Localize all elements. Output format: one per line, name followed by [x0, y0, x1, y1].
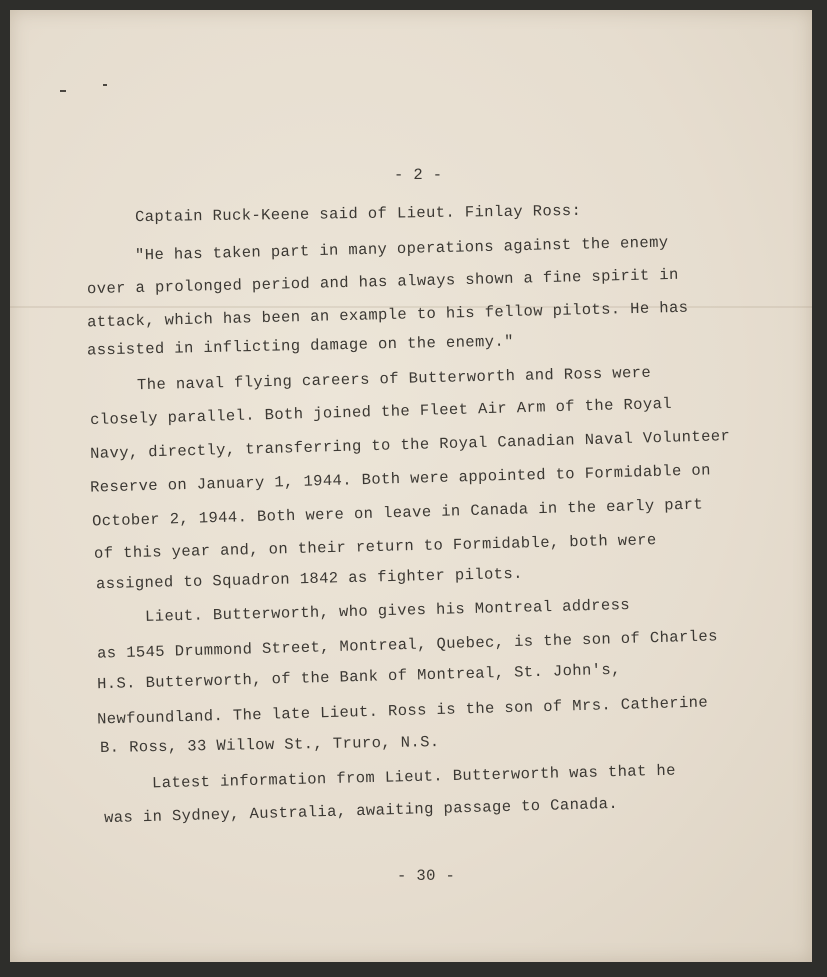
typewritten-page	[10, 10, 812, 962]
text-line: Newfoundland. The late Lieut. Ross is the son of Mrs. Catherine	[96, 693, 709, 729]
text-line: Latest information from Lieut. Butterworth was that he	[151, 761, 677, 793]
text-line: The naval flying careers of Butterworth and Ross were	[136, 363, 652, 395]
text-line: October 2, 1944. Both were on leave in Canada in the early part	[91, 495, 704, 531]
text-line: H.S. Butterworth, of the Bank of Montreal, St. John's,	[96, 660, 622, 694]
text-line: closely parallel. Both joined the Fleet Air Arm of the Royal	[89, 394, 673, 430]
text-line: Lieut. Butterworth, who gives his Montreal address	[144, 596, 631, 626]
text-line: Reserve on January 1, 1944. Both were appointed to Formidable on	[89, 461, 712, 497]
text-line: over a prolonged period and has always shown a fine spirit in	[86, 265, 679, 299]
text-line: Captain Ruck-Keene said of Lieut. Finlay Ross:	[134, 201, 582, 227]
text-line: "He has taken part in many operations against the enemy	[134, 233, 669, 265]
text-line: was in Sydney, Australia, awaiting passage to Canada.	[103, 794, 619, 828]
page-number-footer: - 30 -	[397, 867, 456, 885]
ink-speck	[60, 90, 66, 92]
text-line: as 1545 Drummond Street, Montreal, Quebec, is the son of Charles	[96, 627, 719, 663]
ink-speck	[103, 84, 107, 86]
text-line: B. Ross, 33 Willow St., Truro, N.S.	[99, 733, 440, 757]
text-line: Navy, directly, transferring to the Royal Canadian Naval Volunteer	[89, 427, 731, 463]
page-number-header: - 2 -	[394, 166, 443, 184]
text-line: assisted in inflicting damage on the enemy."	[86, 332, 515, 360]
text-line: assigned to Squadron 1842 as fighter pilots.	[95, 564, 524, 594]
text-line: of this year and, on their return to Formidable, both were	[93, 531, 657, 563]
text-line: attack, which has been an example to his fellow pilots. He has	[86, 298, 689, 332]
